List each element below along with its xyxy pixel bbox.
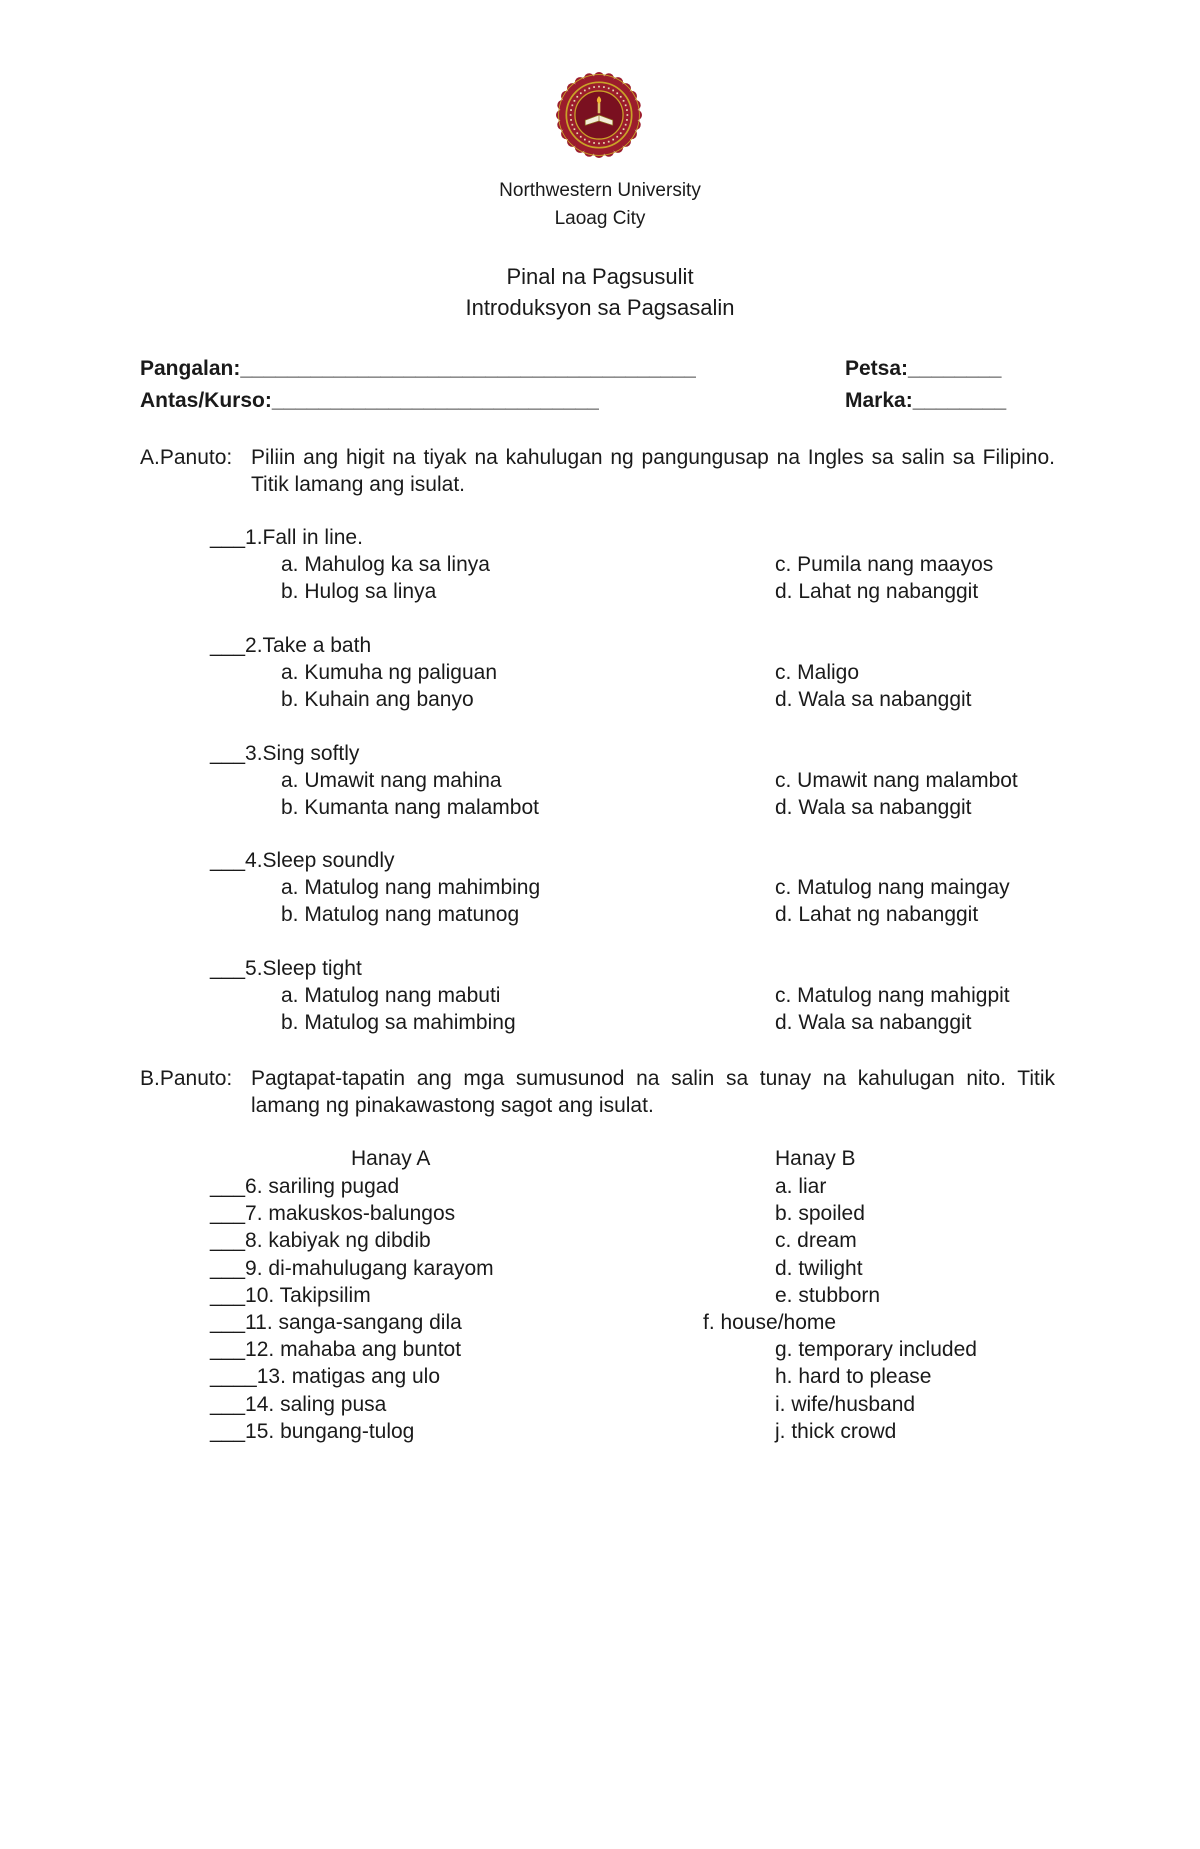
list-item: ___11. sanga-sangang dila (210, 1310, 462, 1334)
option-b: b. Kumanta nang malambot (281, 796, 539, 819)
part-a-label: A.Panuto: (140, 446, 233, 469)
list-item: ___7. makuskos-balungos (210, 1202, 456, 1226)
list-item: ___15. bungang-tulog (210, 1419, 415, 1443)
part-a-instruction-text: Piliin ang higit na tiyak na kahulugan ng pangungusap na Ingles sa salin sa Filipino. Titik lamang ang isulat. (251, 446, 1055, 496)
exam-subject: Introduksyon sa Pagsasalin (465, 295, 735, 320)
option-a: a. Umawit nang mahina (281, 769, 502, 792)
list-item: i. wife/husband (775, 1392, 916, 1416)
option-a: a. Matulog nang mabuti (281, 984, 501, 1007)
grade-field: Marka:________ (845, 389, 1007, 412)
option-a: a. Mahulog ka sa linya (281, 553, 490, 576)
name-field: Pangalan:_______________________________________ (140, 357, 696, 380)
option-d: d. Lahat ng nabanggit (775, 580, 979, 603)
university-seal-icon (556, 72, 642, 158)
question-item: ___1.Fall in line. (210, 526, 363, 549)
column-a-header: Hanay A (351, 1147, 431, 1170)
option-d: d. Wala sa nabanggit (775, 1011, 972, 1034)
list-item: ____13. matigas ang ulo (210, 1365, 441, 1389)
column-a-list (210, 1173, 494, 1445)
part-b-instructions (140, 1065, 1055, 1119)
option-c: c. Pumila nang maayos (775, 553, 994, 576)
option-d: d. Wala sa nabanggit (775, 796, 972, 819)
question-item: ___5.Sleep tight (210, 957, 362, 980)
option-a: a. Kumuha ng paliguan (281, 661, 497, 684)
list-item: ___9. di-mahulugang karayom (210, 1256, 494, 1280)
option-c: c. Matulog nang mahigpit (775, 984, 1010, 1007)
part-a-instructions (140, 444, 1055, 498)
list-item: h. hard to please (775, 1365, 932, 1389)
list-item: ___8. kabiyak ng dibdib (210, 1229, 431, 1253)
list-item: ___10. Takipsilim (210, 1283, 371, 1307)
column-b-list (703, 1173, 977, 1445)
option-c: c. Umawit nang malambot (775, 769, 1018, 792)
option-b: b. Matulog nang matunog (281, 903, 520, 926)
university-name: Northwestern University (499, 180, 701, 201)
list-item: ___12. mahaba ang buntot (210, 1338, 462, 1362)
option-d: d. Wala sa nabanggit (775, 688, 972, 711)
option-b: b. Kuhain ang banyo (281, 688, 474, 711)
list-item: ___14. saling pusa (210, 1392, 387, 1416)
question-item: ___4.Sleep soundly (210, 849, 395, 872)
list-item: f. house/home (703, 1310, 837, 1334)
list-item: d. twilight (775, 1256, 863, 1280)
option-b: b. Matulog sa mahimbing (281, 1011, 516, 1034)
list-item: e. stubborn (775, 1283, 881, 1307)
option-d: d. Lahat ng nabanggit (775, 903, 979, 926)
column-b-header: Hanay B (775, 1147, 856, 1170)
list-item: j. thick crowd (775, 1419, 897, 1443)
option-c: c. Matulog nang maingay (775, 876, 1010, 899)
list-item: a. liar (775, 1175, 827, 1198)
list-item: c. dream (775, 1229, 857, 1253)
course-field: Antas/Kurso:____________________________ (140, 389, 599, 412)
list-item: b. spoiled (775, 1202, 865, 1226)
question-item: ___2.Take a bath (210, 634, 372, 657)
part-b-label: B.Panuto: (140, 1067, 233, 1090)
list-item: g. temporary included (775, 1338, 977, 1362)
list-item: ___6. sariling pugad (210, 1175, 400, 1198)
date-field: Petsa:________ (845, 357, 1002, 380)
option-a: a. Matulog nang mahimbing (281, 876, 541, 899)
university-city: Laoag City (554, 208, 646, 229)
part-b-instruction-text: Pagtapat-tapatin ang mga sumusunod na salin sa tunay na kahulugan nito. Titik lamang ng pinakawastong sagot ang isulat. (251, 1067, 1055, 1117)
exam-title: Pinal na Pagsusulit (506, 264, 694, 289)
question-item: ___3.Sing softly (210, 742, 360, 765)
option-c: c. Maligo (775, 661, 860, 684)
option-b: b. Hulog sa linya (281, 580, 437, 603)
